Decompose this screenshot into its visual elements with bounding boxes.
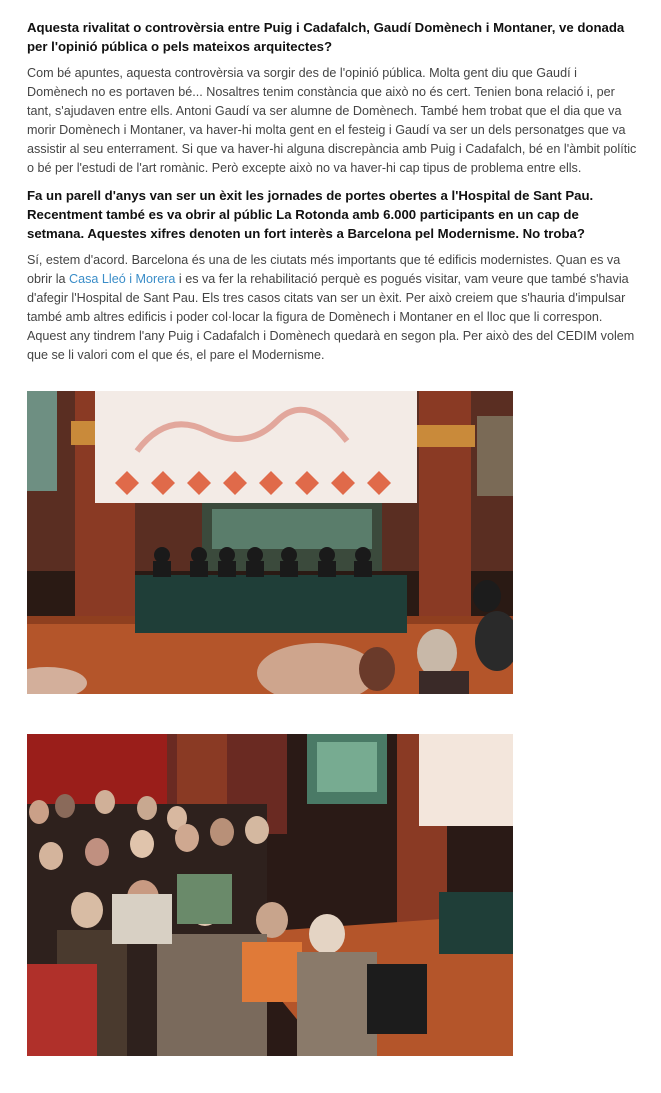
answer-1: Com bé apuntes, aquesta controvèrsia va sorgir des de l'opinió pública. Molta gent diu que Gaudí i Domènech no es portaven bé... Nosaltres tenim constància que això no és cert. Tenien bona relació i, per tant, s'ajudaven entre ells. Antoni Gaudí va ser alumne de Domènech. També hem trobat que el dia que va morir Domènech i Montaner, va haver-hi molta gent en el festeig i Gaudí va ser un dels personatges que va assistir al seu enterrament. Si que va haver-hi alguna discrepància amb Puig i Cadafalch, bé en l'àmbit polític o bé per l'estudi de l'art romànic. Però excepte això no va haver-hi cap tipus de problema entre ells. (27, 66, 637, 175)
question-1: Aquesta rivalitat o controvèrsia entre Puig i Cadafalch, Gaudí Domènech i Montaner, ve donada per l'opinió pública o pels mateixos arquitectes? (27, 20, 625, 54)
photo-audience (27, 734, 513, 1056)
question-2: Fa un parell d'anys van ser un èxit les jornades de portes obertes a l'Hospital de Sant Pau. Recentment també es va obrir al públic La Rotonda amb 6.000 participants en un cap de setmana. Aquestes xifres denoten un fort interès a Barcelona pel Modernisme. No troba? (27, 188, 594, 241)
casa-lleo-morera-link[interactable]: Casa Lleó i Morera (69, 272, 176, 286)
answer-2-end: i es va fer la rehabilitació perquè es pogués visitar, vam veure que també s'havia d'afegir l'Hospital de Sant Pau. Els tres casos citats van ser un èxit. Per això creiem que s'hauria d'impulsar també amb altres edificis i poder col·locar la figura de Domènech i Montaner en el lloc que li correspon. Aquest any tindrem l'any Puig i Cadafalch i Domènech quedarà en segon pla. Per això des del CEDIM volem que se li valori com el que és, el pare el Modernisme. (27, 272, 635, 362)
answer-2-start: Sí, estem d'acord. Barcelona és una de les ciutats més importants que té edificis modernistes. Quan es va obrir la (27, 253, 621, 286)
photo-panel-discussion (27, 391, 513, 694)
audience-image (27, 734, 513, 1056)
article-body (27, 18, 637, 373)
answer-2 (27, 251, 637, 365)
panel-discussion-image (27, 391, 513, 694)
